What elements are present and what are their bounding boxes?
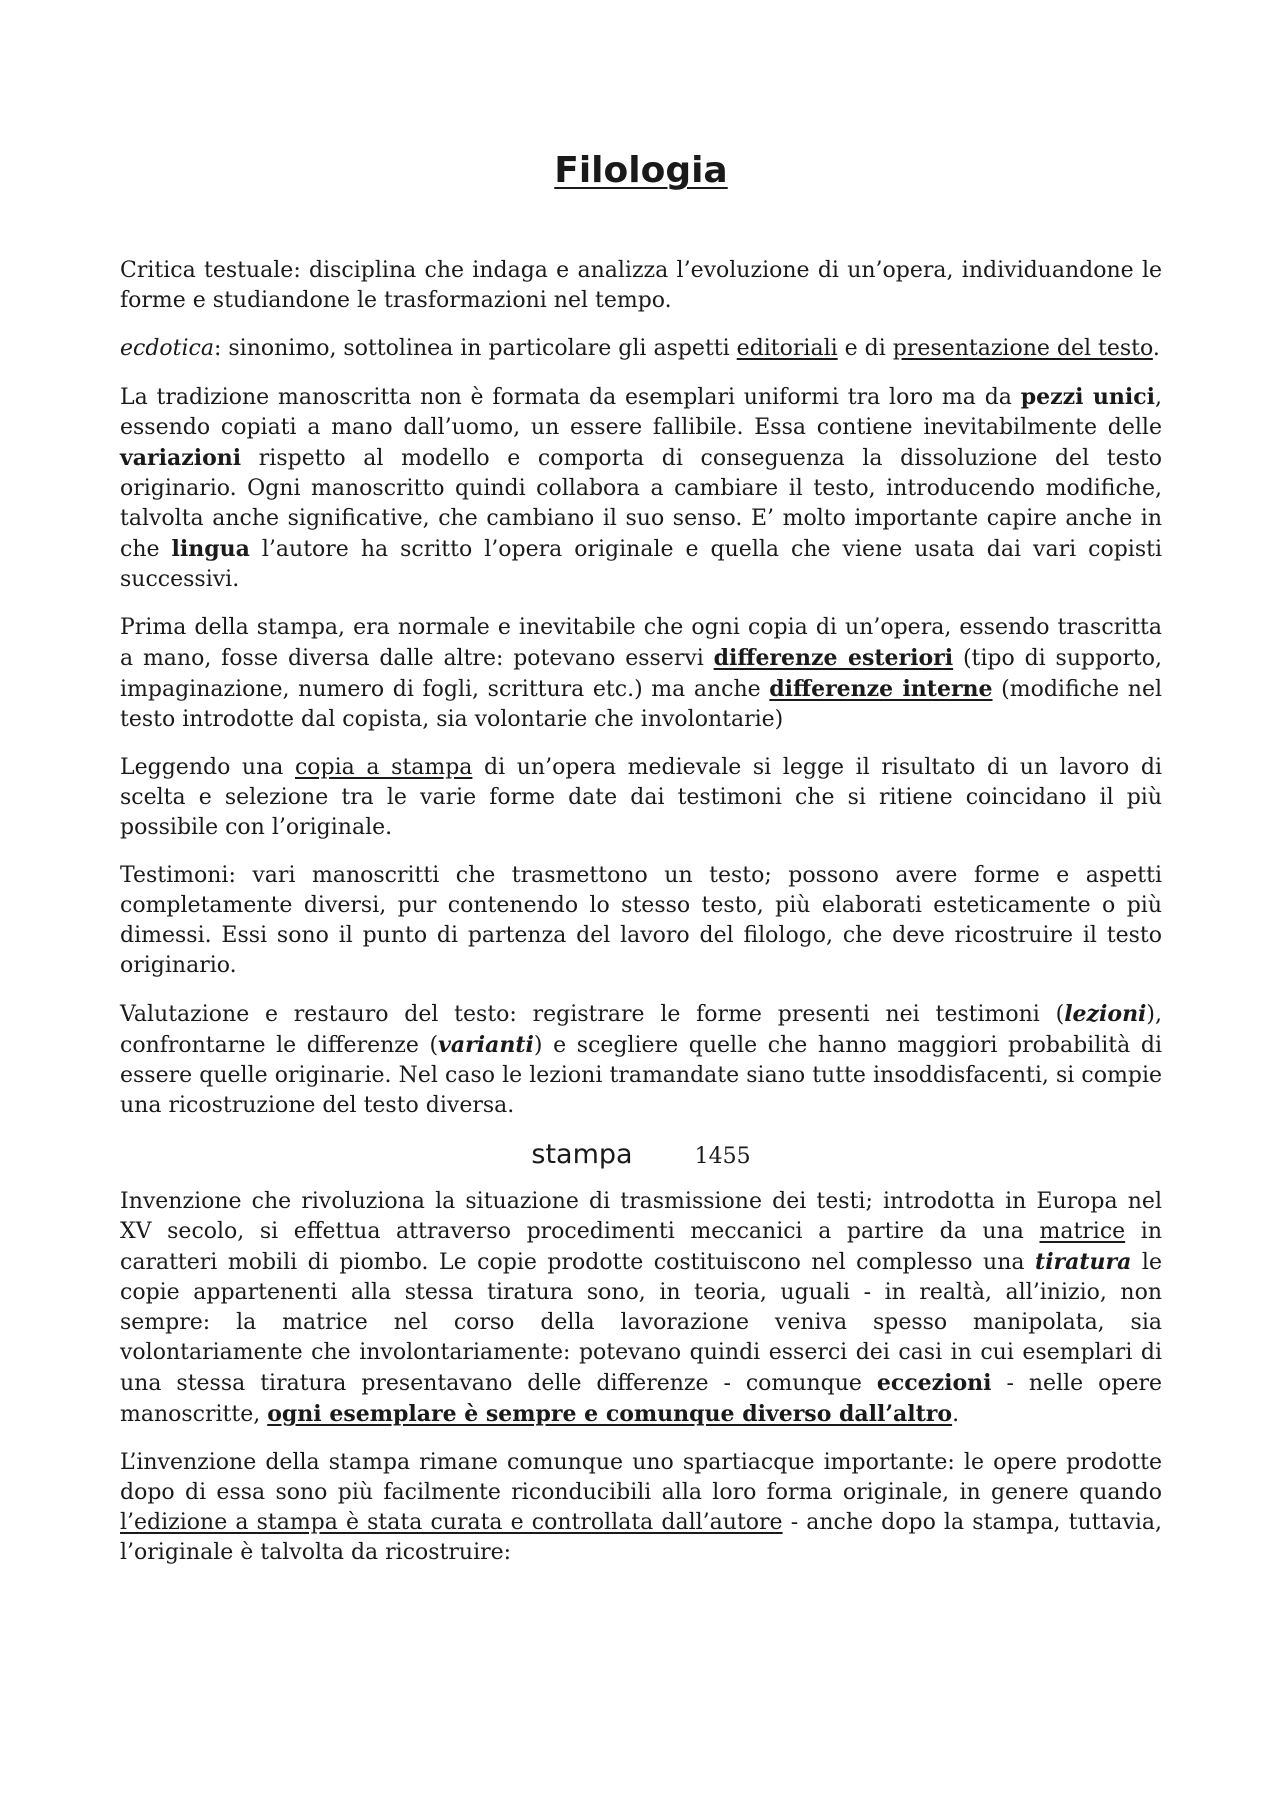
paragraph-spartiacque: L’invenzione della stampa rimane comunque uno spartiacque importante: le opere prodotte dopo di essa sono più facilmente riconducibili alla loro forma originale, in genere quando l’edizione a stampa è stata curata e controllata dall’autore - anche dopo la stampa, tuttavia, l’originale è talvolta da ricostruire: (120, 1450, 1163, 1565)
section-heading-stampa: stampa 1455 (531, 1139, 751, 1170)
paragraph-copia-a-stampa: Leggendo una copia a stampa di un’opera medievale si legge il risultato di un lavoro di scelta e selezione tra le varie forme date dai testimoni che si ritiene coincidano il più possibile con l’originale. (120, 755, 1162, 840)
paragraph-testimoni: Testimoni: vari manoscritti che trasmettono un testo; possono avere forme e aspetti completamente diversi, pur contenendo lo stesso testo, più elaborati esteticamente o più dimessi. Essi sono il punto di partenza del lavoro del filologo, che deve ricostruire il testo originario. (120, 863, 1162, 978)
page-title: Filologia (554, 150, 728, 191)
paragraph-valutazione: Valutazione e restauro del testo: registrare le forme presenti nei testimoni (lezioni), confrontarne le differenze (varianti) e scegliere quelle che hanno maggiori probabilità di essere quelle originarie. Nel caso le lezioni tramandate siano tutte insoddisfacenti, si compie una ricostruzione del testo diversa. (120, 1001, 1162, 1118)
paragraph-ecdotica: ecdotica: sinonimo, sottolinea in particolare gli aspetti editoriali e di presentazione del testo. (120, 336, 1160, 361)
paragraph-critica-testuale: Critica testuale: disciplina che indaga e analizza l’evoluzione di un’opera, individuandone le forme e studiandone le trasformazioni nel tempo. (120, 258, 1162, 313)
document-body (120, 256, 1162, 1586)
paragraph-invenzione: Invenzione che rivoluziona la situazione di trasmissione dei testi; introdotta in Europa nel XV secolo, si effettua attraverso procedimenti meccanici a partire da una matrice in caratteri mobili di piombo. Le copie prodotte costituiscono nel complesso una tiratura le copie appartenenti alla stessa tiratura sono, in teoria, uguali - in realtà, all’inizio, non sempre: la matrice nel corso della lavorazione veniva spesso manipolata, sia volontariamente che involontariamente: potevano quindi esserci dei casi in cui esemplari di una stessa tiratura presentavano delle differenze - comunque eccezioni - nelle opere manoscritte, ogni esemplare è sempre e comunque diverso dall’altro. (120, 1189, 1162, 1427)
paragraph-prima-della-stampa: Prima della stampa, era normale e inevitabile che ogni copia di un’opera, essendo trascritta a mano, fosse diversa dalle altre: potevano esservi differenze esteriori (tipo di supporto, impaginazione, numero di fogli, scrittura etc.) ma anche differenze interne (modifiche nel testo introdotte dal copista, sia volontarie che involontarie) (120, 615, 1163, 732)
paragraph-tradizione-manoscritta: La tradizione manoscritta non è formata da esemplari uniformi tra loro ma da pezzi unici, essendo copiati a mano dall’uomo, un essere fallibile. Essa contiene inevitabilmente delle variazioni rispetto al modello e comporta di conseguenza la dissoluzione del testo originario. Ogni manoscritto quindi collabora a cambiare il testo, introducendo modifiche, talvolta anche significative, che cambiano il suo senso. E’ molto importante capire anche in che lingua l’autore ha scritto l’opera originale e quella che viene usata dai vari copisti successivi. (120, 384, 1162, 592)
